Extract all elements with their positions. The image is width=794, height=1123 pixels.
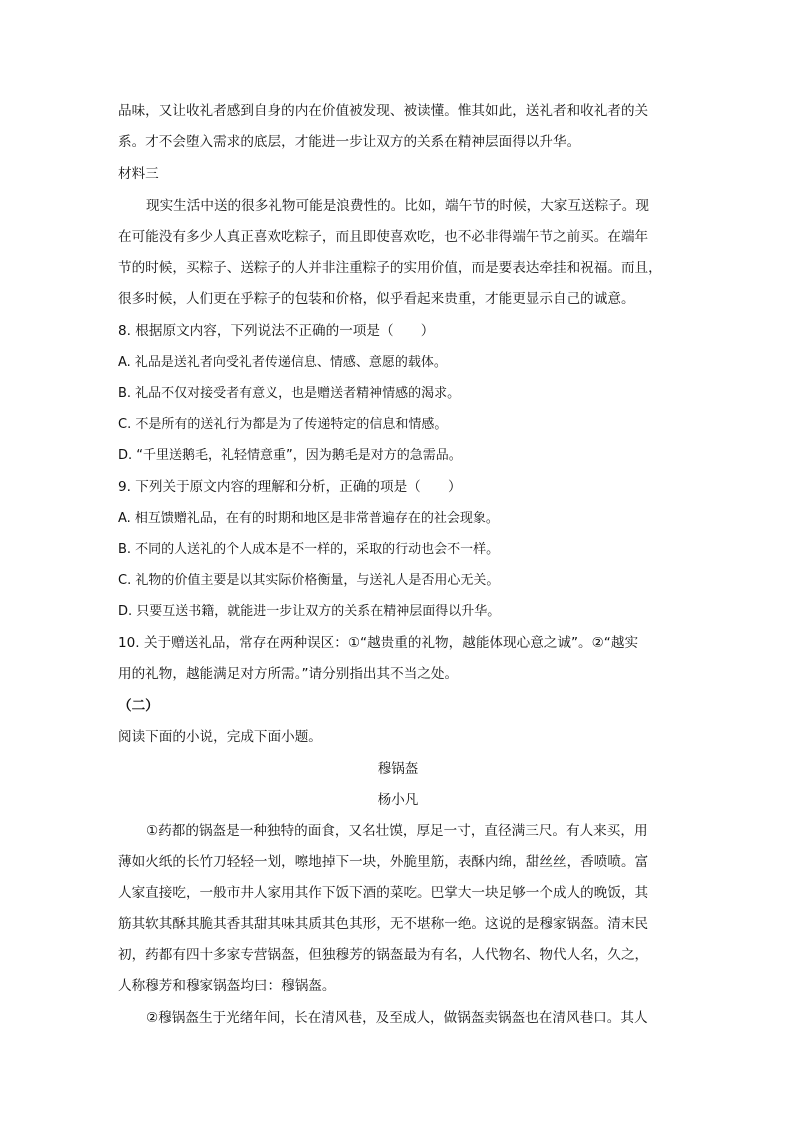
story-author: 杨小凡 xyxy=(377,792,419,808)
q9-option-a: A. 相互馈赠礼品，在有的时期和地区是非常普遍存在的社会现象。 xyxy=(118,511,499,526)
story-line: 薄如火纸的长竹刀轻轻一划，嚓地掉下一块，外脆里筋，表酥内绵，甜丝丝，香喷喷。富 xyxy=(118,854,649,870)
story-line: ②穆锅盔生于光绪年间，长在清风巷，及至成人，做锅盔卖锅盔也在清风巷口。其人 xyxy=(146,1010,648,1026)
text-line: 品味，又让收礼者感到自身的内在价值被发现、被读懂。惟其如此，送礼者和收礼者的关 xyxy=(118,103,649,119)
story-line: ①药都的锅盔是一种独特的面食，又名壮馍，厚足一寸，直径满三尺。有人来买，用 xyxy=(146,823,648,839)
q9-option-c: C. 礼物的价值主要是以其实际价格衡量，与送礼人是否用心无关。 xyxy=(118,573,500,588)
q8-option-a: A. 礼品是送礼者向受礼者传递信息、情感、意愿的载体。 xyxy=(118,355,447,370)
question-10-line: 用的礼物，越能满足对方所需。”请分别指出其不当之处。 xyxy=(118,666,459,682)
story-title: 穆锅盔 xyxy=(377,761,419,777)
q8-option-d: D. “千里送鹅毛，礼轻情意重”，因为鹅毛是对方的急需品。 xyxy=(118,448,462,463)
question-8-stem: 8. 根据原文内容，下列说法不正确的一项是（ ） xyxy=(118,323,435,339)
story-line: 初，药都有四十多家专营锅盔，但独穆芳的锅盔最为有名，人代物名、物代人名，久之， xyxy=(118,947,649,963)
question-10-line: 10. 关于赠送礼品，常存在两种误区：①“越贵重的礼物，越能体现心意之诚”。②“越实 xyxy=(118,635,639,651)
text-line: 节的时候，买粽子、送粽子的人并非注重粽子的实用价值，而是要表达牵挂和祝福。而且， xyxy=(118,260,662,276)
q9-option-b: B. 不同的人送礼的个人成本是不一样的，采取的行动也会不一样。 xyxy=(118,542,500,557)
material-heading: 材料三 xyxy=(118,166,159,182)
section-instruction: 阅读下面的小说，完成下面小题。 xyxy=(118,729,322,745)
question-9-stem: 9. 下列关于原文内容的理解和分析，正确的项是（ ） xyxy=(118,479,462,495)
story-line: 筋其软其酥其脆其香其甜其味其质其色其形，无不堪称一绝。这说的是穆家锅盔。清末民 xyxy=(118,916,649,932)
text-line: 系。才不会堕入需求的底层，才能进一步让双方的关系在精神层面得以升华。 xyxy=(118,134,581,150)
text-line: 很多时候，人们更在乎粽子的包装和价格，似乎看起来贵重，才能更显示自己的诚意。 xyxy=(118,291,635,307)
q8-option-b: B. 礼品不仅对接受者有意义，也是赠送者精神情感的渴求。 xyxy=(118,386,461,401)
text-line: 现实生活中送的很多礼物可能是浪费性的。比如，端午节的时候，大家互送粽子。现 xyxy=(146,198,649,214)
story-line: 人称穆芳和穆家锅盔均曰：穆锅盔。 xyxy=(118,978,336,994)
q9-option-d: D. 只要互送书籍，就能进一步让双方的关系在精神层面得以升华。 xyxy=(118,604,501,619)
text-line: 在可能没有多少人真正喜欢吃粽子，而且即使喜欢吃，也不必非得端午节之前买。在端年 xyxy=(118,229,649,245)
section-heading: （二） xyxy=(118,698,159,714)
story-line: 人家直接吃，一般市井人家用其作下饭下酒的菜吃。巴掌大一块足够一个成人的晚饭，其 xyxy=(118,885,649,901)
q8-option-c: C. 不是所有的送礼行为都是为了传递特定的信息和情感。 xyxy=(118,417,448,432)
